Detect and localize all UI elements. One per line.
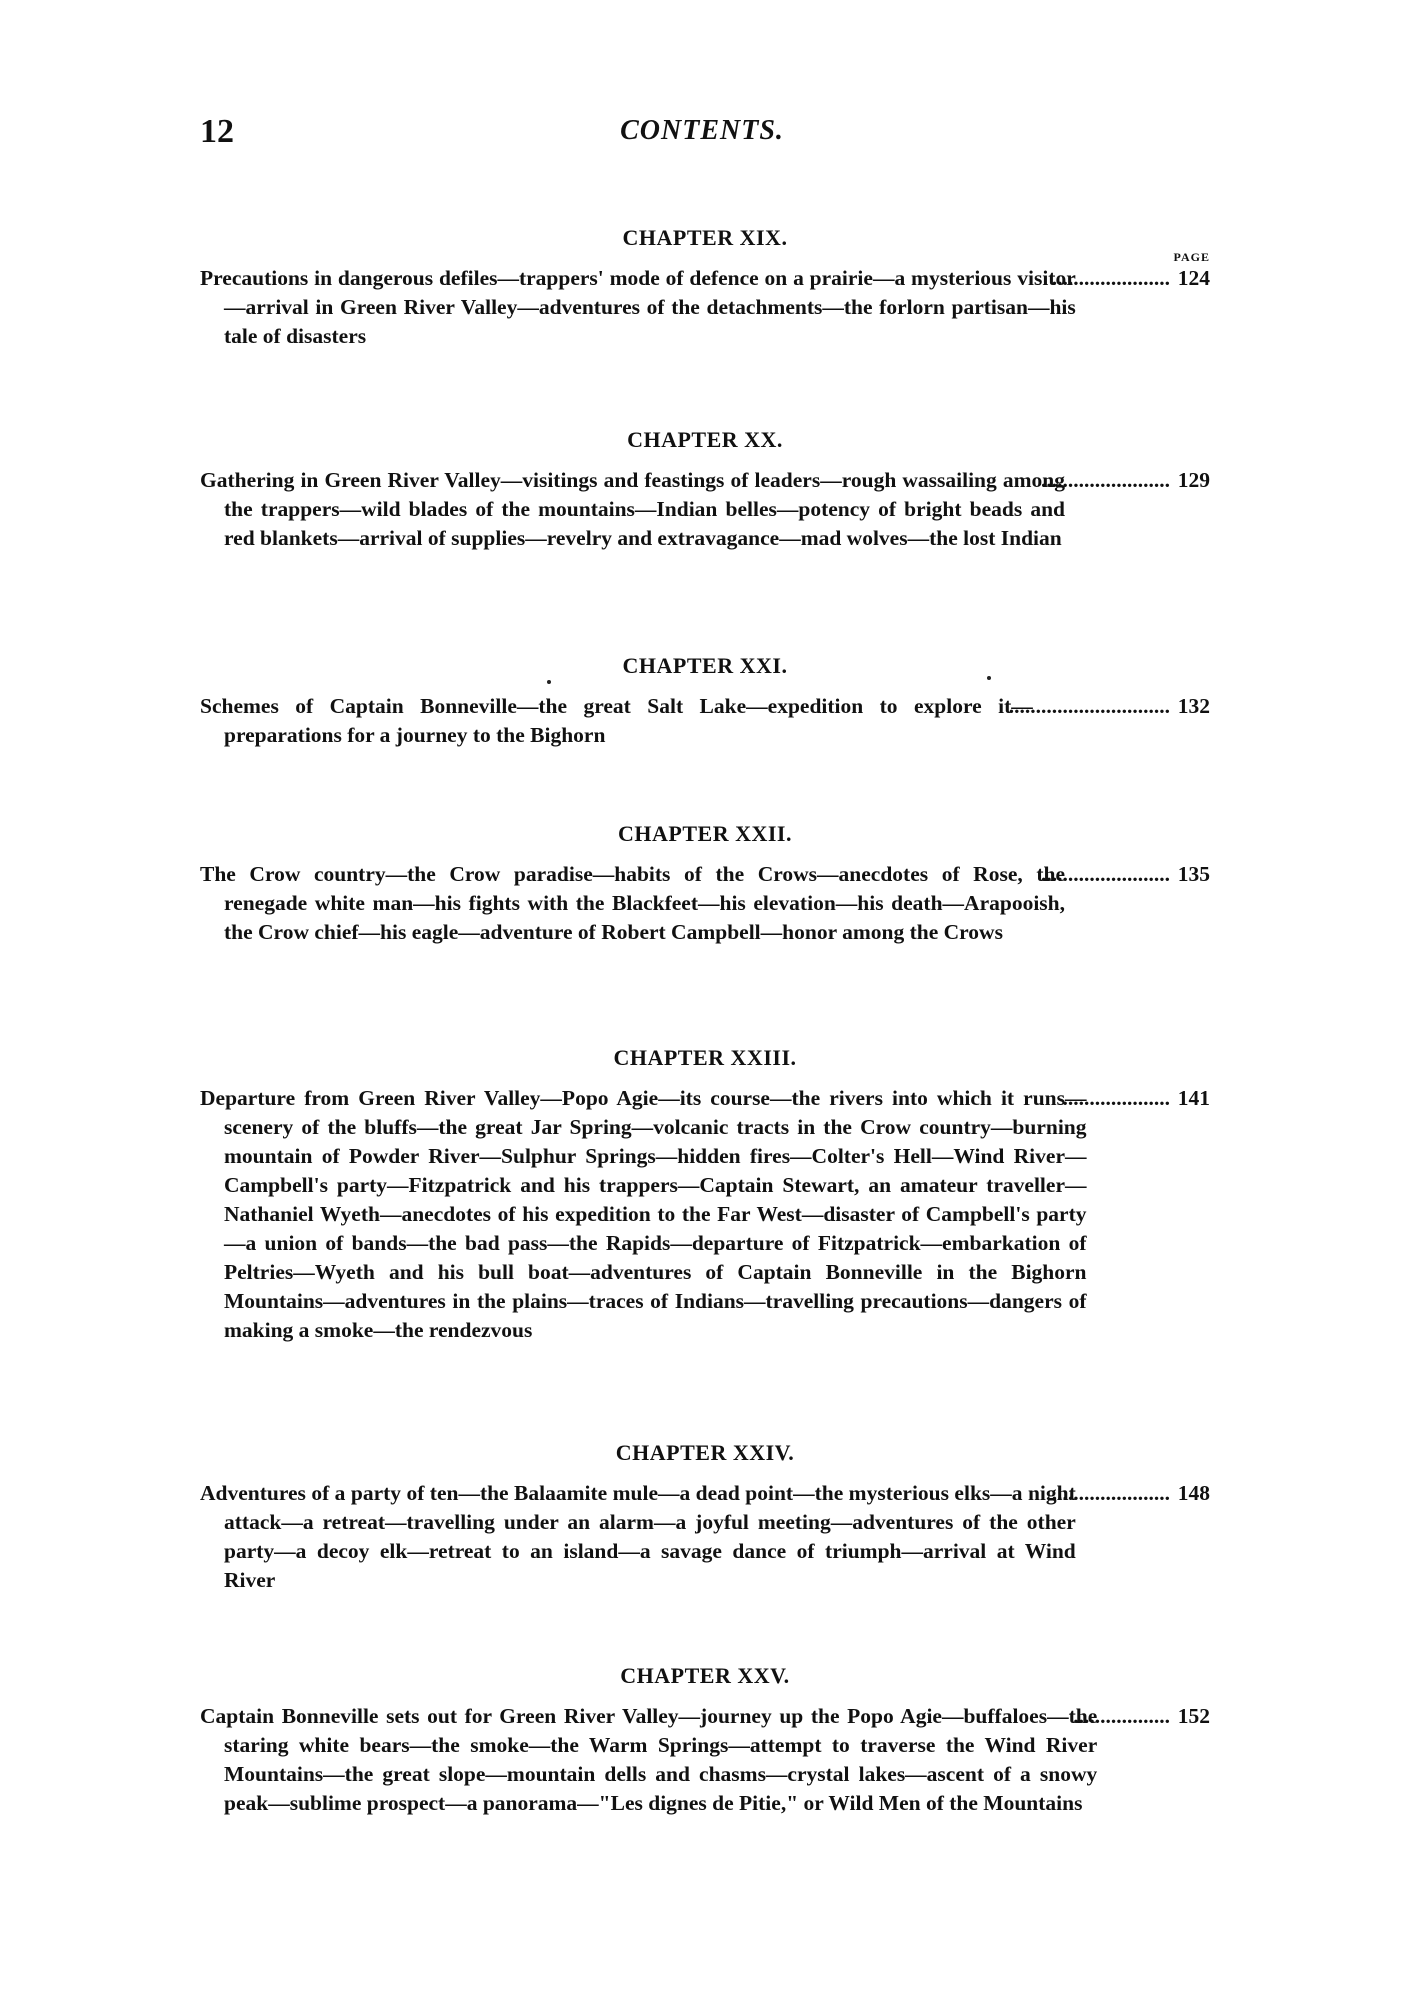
chapter-entry: [200, 650, 1210, 750]
dot-leader: ........................: [1041, 468, 1170, 492]
chapter-title: CHAPTER XXII.: [618, 821, 792, 846]
page-number: 12: [200, 113, 234, 150]
dot-leader: ......................: [1051, 1481, 1170, 1505]
chapter-summary-text: The Crow country—the Crow paradise—habits of the Crows—anecdotes of Rose, the renegade white man—his fights with the Blackfeet—his elevation—his death—Arapooish, the Crow chief—his eagle—adventure of Robert Campbell—honor among the Crows: [200, 862, 1065, 944]
chapter-title: CHAPTER XXI.: [622, 653, 788, 678]
chapter-page-number: 132: [1177, 694, 1210, 718]
chapter-summary: [200, 692, 1210, 750]
dot-leader: ......................: [1051, 266, 1170, 290]
chapter-summary: [200, 1084, 1210, 1345]
chapter-summary-text: Adventures of a party of ten—the Balaamite mule—a dead point—the mysterious elks—a night attack—a retreat—travelling under an alarm—a joyful meeting—adventures of the other party—a decoy elk—retreat to an island—a savage dance of triumph—arrival at Wind River: [200, 1481, 1076, 1592]
chapter-entry: [200, 818, 1210, 947]
chapter-summary: [200, 264, 1210, 351]
chapter-summary-text: Schemes of Captain Bonneville—the great Salt Lake—expedition to explore it—preparations for a journey to the Bighorn: [200, 694, 1033, 747]
page-column-label: PAGE: [1173, 250, 1210, 264]
dot-leader: ....................: [1062, 1086, 1170, 1110]
chapter-title: CHAPTER XXIII.: [613, 1045, 797, 1070]
chapter-summary: [200, 860, 1210, 947]
chapter-summary-text: Departure from Green River Valley—Popo Agie—its course—the rivers into which it runs—scenery of the bluffs—the great Jar Spring—volcanic tracts in the Crow country—burning mountain of Powder River—Sulphur Springs—hidden fires—Colter's Hell—Wind River—Campbell's party—Fitzpatrick and his trappers—Captain Stewart, an amateur traveller—Nathaniel Wyeth—anecdotes of his expedition to the Far West—disaster of Campbell's party—a union of bands—the bad pass—the Rapids—departure of Fitzpatrick—embarkation of Peltries—Wyeth and his bull boat—adventures of Captain Bonneville in the Bighorn Mountains—adventures in the plains—traces of Indians—travelling precautions—dangers of making a smoke—the rendezvous: [200, 1086, 1087, 1342]
chapter-page-number: 129: [1177, 468, 1210, 492]
chapter-summary: [200, 1702, 1210, 1818]
chapter-page-number: 135: [1177, 862, 1210, 886]
print-speck: [987, 676, 991, 680]
chapter-summary-text: Captain Bonneville sets out for Green River Valley—journey up the Popo Agie—buffaloes—the staring white bears—the smoke—the Warm Springs—attempt to traverse the Wind River Mountains—the great slope—mountain dells and chasms—crystal lakes—ascent of a snowy peak—sublime prospect—a panorama—"Les dignes de Pitie," or Wild Men of the Mountains: [200, 1704, 1098, 1815]
chapter-entry: [200, 222, 1210, 351]
chapter-title: CHAPTER XIX.: [622, 225, 788, 250]
chapter-title: CHAPTER XXIV.: [615, 1440, 795, 1465]
chapter-page-number: 141: [1177, 1086, 1210, 1110]
chapter-summary: [200, 466, 1210, 553]
chapter-title: CHAPTER XXV.: [620, 1663, 790, 1688]
print-speck: [547, 680, 551, 684]
dot-leader: ........................: [1041, 862, 1170, 886]
dot-leader: ..................: [1073, 1704, 1170, 1728]
running-head: CONTENTS.: [620, 115, 784, 146]
chapter-page-number: 148: [1177, 1481, 1210, 1505]
chapter-entry: [200, 424, 1210, 553]
chapter-title: CHAPTER XX.: [627, 427, 783, 452]
chapter-entry: [200, 1660, 1210, 1818]
chapter-entry: [200, 1437, 1210, 1595]
dot-leader: ..............................: [1008, 694, 1170, 718]
chapter-summary-text: Gathering in Green River Valley—visitings and feastings of leaders—rough wassailing among the trappers—wild blades of the mountains—Indian belles—potency of bright beads and red blankets—arrival of supplies—revelry and extravagance—mad wolves—the lost Indian: [200, 468, 1065, 550]
chapter-summary: [200, 1479, 1210, 1595]
chapter-summary-text: Precautions in dangerous defiles—trappers' mode of defence on a prairie—a mysterious visitor—arrival in Green River Valley—adventures of the detachments—the forlorn partisan—his tale of disasters: [200, 266, 1076, 348]
chapter-entry: [200, 1042, 1210, 1345]
chapter-page-number: 124: [1177, 266, 1210, 290]
chapter-page-number: 152: [1177, 1704, 1210, 1728]
